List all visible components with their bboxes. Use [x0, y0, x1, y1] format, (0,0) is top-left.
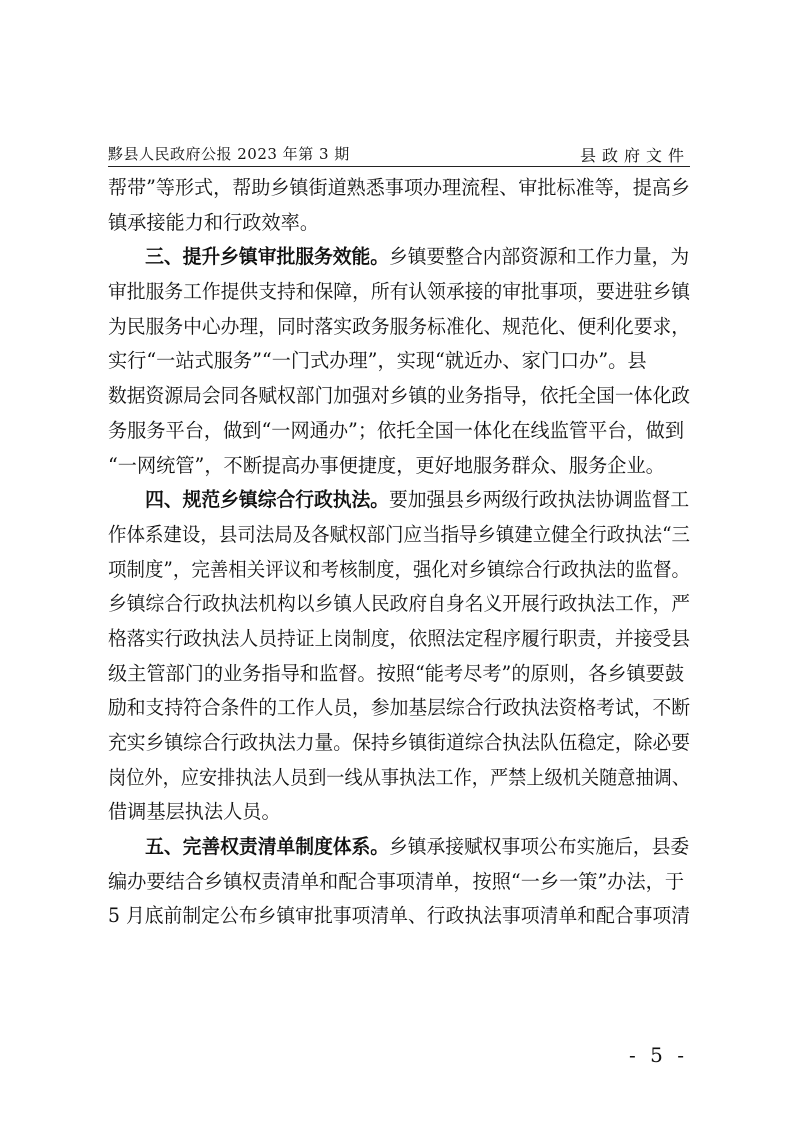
text-line: 务服务平台，做到“一网通办”；依托全国一体化在线监管平台，做到	[108, 418, 685, 442]
text-fragment: 乡镇承接赋权事项公布实施后，县委	[388, 835, 690, 859]
text-line: 充实乡镇综合行政执法力量。保持乡镇街道综合执法队伍稳定，除必要	[108, 731, 691, 754]
text-line: 实行“一站式服务”“一门式办理”，实现“就近办、家门口办”。县	[108, 349, 647, 373]
text-line: 审批服务工作提供支持和保障，所有认领承接的审批事项，要进驻乡镇	[108, 280, 691, 304]
text-line: 级主管部门的业务指导和监督。按照“能考尽考”的原则，各乡镇要鼓	[108, 661, 685, 685]
text-line: 镇承接能力和行政效率。	[108, 210, 320, 234]
text-line: 乡镇综合行政执法机构以乡镇人民政府自身名义开展行政执法工作，严	[108, 592, 691, 616]
page-number: - 5 -	[629, 1043, 688, 1067]
section-first-line	[108, 483, 690, 518]
header-publication-title: 黟县人民政府公报 2023 年第 3 期	[108, 145, 350, 163]
section-first-line	[108, 830, 690, 865]
header-section-name: 县政府文件	[579, 146, 690, 165]
running-header	[108, 140, 690, 164]
section-heading: 四、规范乡镇综合行政执法。	[145, 488, 389, 512]
text-line: 格落实行政执法人员持证上岗制度，依照法定程序履行职责，并接受县	[108, 626, 691, 650]
text-line: 帮带”等形式，帮助乡镇街道熟悉事项办理流程、审批标准等，提高乡	[108, 176, 690, 199]
section-heading: 三、提升乡镇审批服务效能。	[145, 245, 389, 269]
document-body	[108, 171, 690, 934]
section-first-line	[108, 240, 690, 275]
text-line: 为民服务中心办理，同时落实政务服务标准化、规范化、便利化要求，	[108, 314, 691, 338]
text-line: 项制度”，完善相关评议和考核制度，强化对乡镇综合行政执法的监督。	[108, 557, 691, 581]
section-heading: 五、完善权责清单制度体系。	[145, 835, 389, 859]
text-line: 作体系建设，县司法局及各赋权部门应当指导乡镇建立健全行政执法“三	[108, 522, 691, 546]
text-line: 岗位外，应安排执法人员到一线从事执法工作，严禁上级机关随意抽调、	[108, 765, 691, 789]
text-fragment: 要加强县乡两级行政执法协调监督工	[388, 488, 690, 512]
text-fragment: 乡镇要整合内部资源和工作力量，为	[388, 245, 690, 269]
text-line: 数据资源局会同各赋权部门加强对乡镇的业务指导，依托全国一体化政	[108, 384, 691, 408]
text-line: “一网统管”，不断提高办事便捷度，更好地服务群众、服务企业。	[108, 453, 665, 477]
header-rule	[108, 166, 690, 167]
text-line: 编办要结合乡镇权责清单和配合事项清单，按照“一乡一策”办法，于	[108, 869, 685, 893]
text-line: 借调基层执法人员。	[108, 800, 281, 824]
text-line: 励和支持符合条件的工作人员，参加基层综合行政执法资格考试，不断	[108, 696, 691, 720]
text-line: 5 月底前制定公布乡镇审批事项清单、行政执法事项清单和配合事项清	[108, 904, 690, 928]
